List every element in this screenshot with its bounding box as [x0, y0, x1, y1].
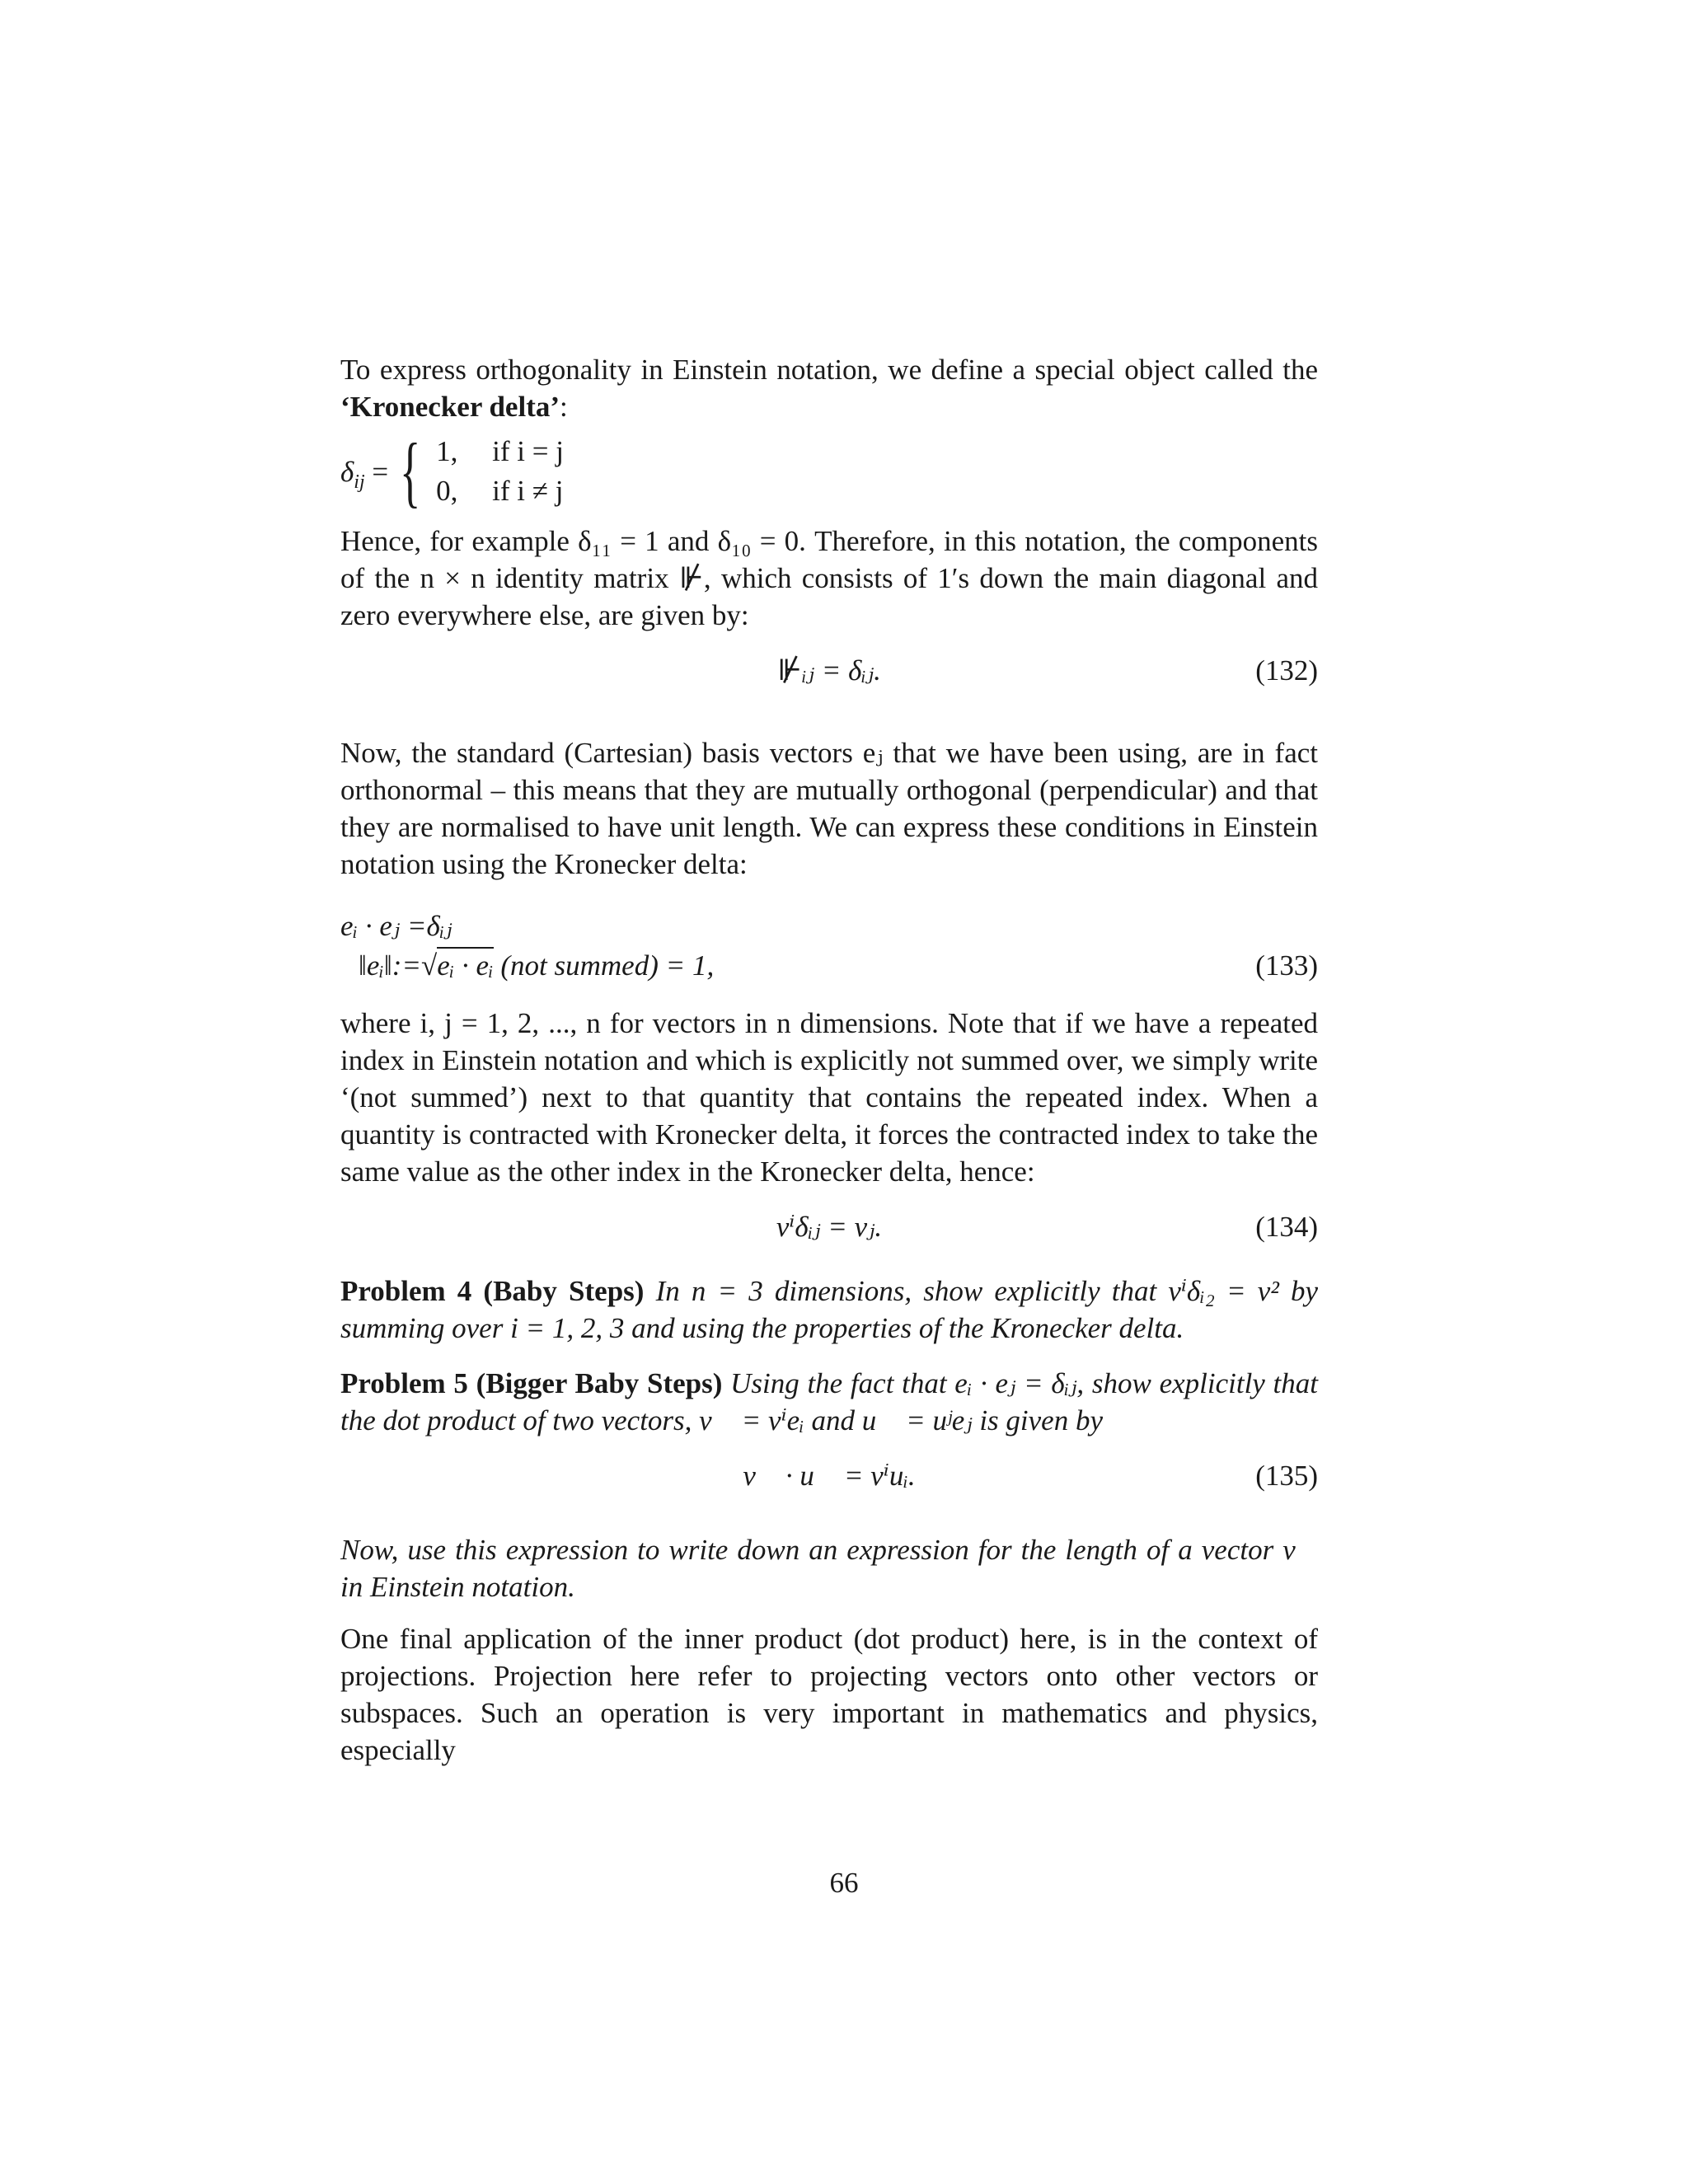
case-row-1: 1, if i = j — [436, 435, 564, 467]
equation-133-line2: ‖eᵢ‖:=√eᵢ · eᵢ (not summed) = 1, — [359, 947, 714, 984]
equation-132-number: (132) — [1255, 654, 1318, 687]
equation-134-number: (134) — [1255, 1211, 1318, 1243]
problem-5 — [340, 1365, 1318, 1439]
equation-133-number: (133) — [1255, 949, 1318, 982]
equation-132 — [340, 634, 1318, 719]
equation-135-body: v⃗ · u⃗ = vⁱuᵢ. — [743, 1460, 916, 1492]
problem-5-text: Using the fact that eᵢ · eⱼ = δᵢⱼ, show explicitly that the dot product of two vectors, v⃗ = vⁱeᵢ and u⃗ = uʲeⱼ is given by — [340, 1367, 1319, 1436]
projection-paragraph: One final application of the inner product (dot product) here, is in the context of projections. Projection here refer to projecting vectors onto other vectors or subspaces. Such an operation is very important in mathematics and physics, especially — [340, 1623, 1318, 1766]
kronecker-lhs: $\delta_{ij}$ = — [340, 455, 389, 493]
equation-134-body: vⁱδᵢⱼ = vⱼ. — [776, 1211, 883, 1243]
equation-135 — [340, 1439, 1318, 1513]
intro-paragraph: To express orthogonality in Einstein notation, we define a special object called the ‘Kronecker delta’: — [340, 354, 1318, 423]
left-brace: { — [400, 427, 421, 515]
problem-4 — [340, 1272, 1318, 1347]
equation-133 — [340, 907, 1318, 990]
kronecker-cases — [436, 432, 564, 511]
equation-133-line1: eᵢ · eⱼ =δᵢⱼ — [340, 910, 452, 942]
problem-5-heading: Problem 5 (Bigger Baby Steps) — [340, 1367, 723, 1399]
equation-132-body: ⊮ᵢⱼ = δᵢⱼ. — [777, 654, 881, 687]
identity-paragraph: Hence, for example δ₁₁ = 1 and δ₁₀ = 0. Therefore, in this notation, the components of the n × n identity matrix ⊮, which consists of 1′s down the main diagonal and zero everywhere else, are given by: — [340, 525, 1318, 631]
equation-135-number: (135) — [1255, 1460, 1318, 1492]
problem-4-text: In n = 3 dimensions, show explicitly that vⁱδᵢ₂ = v² by summing over i = 1, 2, 3 and using the properties of the Kronecker delta. — [340, 1275, 1318, 1344]
page-content — [340, 351, 1318, 1769]
contraction-paragraph: where i, j = 1, 2, ..., n for vectors in n dimensions. Note that if we have a repeated index in Einstein notation and which is explicitly not summed over, we simply write ‘(not summed’) next to that quantity that contains the repeated index. When a quantity is contracted with Kronecker delta, it forces the contracted index to take the same value as the other index in the Kronecker delta, hence: — [340, 1007, 1318, 1188]
case-row-2: 0, if i ≠ j — [436, 475, 564, 507]
page-number: 66 — [829, 1867, 859, 1899]
problem-4-heading: Problem 4 (Baby Steps) — [340, 1275, 645, 1307]
intro-text: To express orthogonality in Einstein notation, we define a special object called the — [340, 354, 1318, 386]
equation-134 — [340, 1190, 1318, 1261]
kronecker-term: ‘Kronecker delta’ — [340, 391, 560, 423]
kronecker-definition — [340, 427, 1318, 515]
orthonormal-paragraph: Now, the standard (Cartesian) basis vectors eⱼ that we have been using, are in fact orthonormal – this means that they are mutually orthogonal (perpendicular) and that they are normalised to have unit length. We can express these conditions in Einstein notation using the Kronecker delta: — [340, 737, 1318, 880]
length-exercise: Now, use this expression to write down an expression for the length of a vector v⃗ in Einstein notation. — [340, 1534, 1318, 1603]
